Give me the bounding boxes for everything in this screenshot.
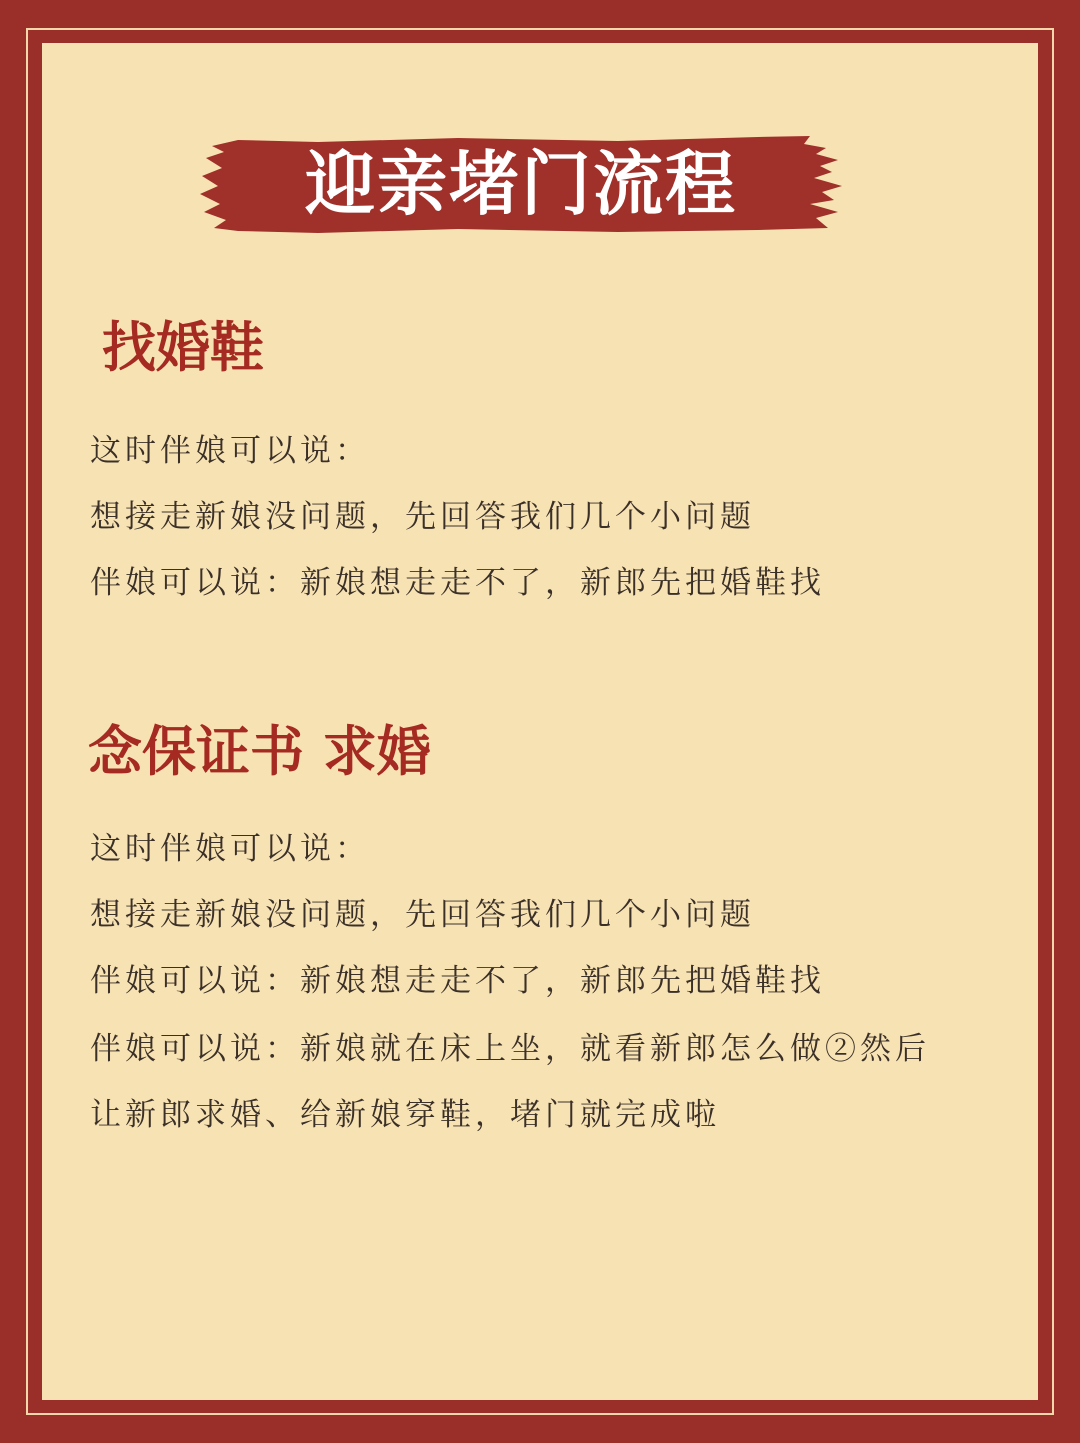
section-2-line-3: 伴娘可以说：新娘想走走不了，新郎先把婚鞋找 [90, 963, 825, 999]
section-2-line-5: 让新郎求婚、给新娘穿鞋，堵门就完成啦 [90, 1097, 720, 1133]
section-2-line-1: 这时伴娘可以说： [90, 831, 370, 867]
section-heading-find-shoes: 找婚鞋 [102, 315, 264, 379]
page-title: 迎亲堵门流程 [305, 143, 737, 225]
section-1-line-2: 想接走新娘没问题，先回答我们几个小问题 [90, 499, 755, 535]
section-2-line-2: 想接走新娘没问题，先回答我们几个小问题 [90, 897, 755, 933]
section-heading-vow-proposal: 念保证书 求婚 [88, 719, 431, 783]
section-1-line-1: 这时伴娘可以说： [90, 433, 370, 469]
title-banner [198, 132, 844, 236]
section-2-line-4: 伴娘可以说：新娘就在床上坐，就看新郎怎么做②然后 [90, 1031, 930, 1067]
section-1-line-3: 伴娘可以说：新娘想走走不了，新郎先把婚鞋找 [90, 565, 825, 601]
